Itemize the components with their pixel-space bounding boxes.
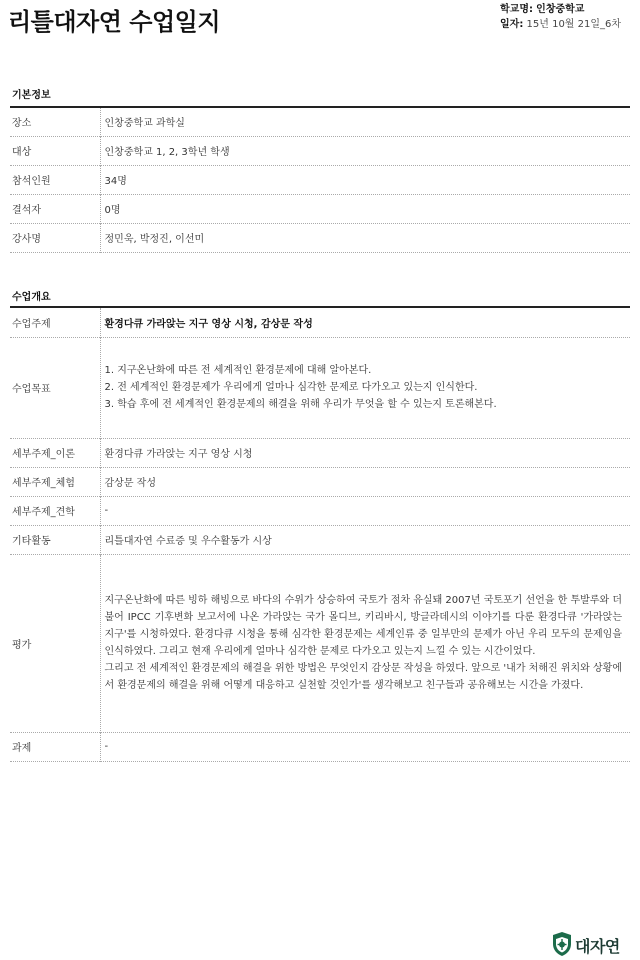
- row-label: 기타활동: [10, 525, 100, 554]
- row-label: 과제: [10, 732, 100, 761]
- goal-item: 3. 학습 후에 전 세계적인 환경문제의 해결을 위해 우리가 무엇을 할 수 있는지 토론해본다.: [104, 399, 497, 410]
- table-row: [10, 307, 630, 337]
- date-line: [500, 17, 621, 32]
- document-header: [0, 0, 640, 40]
- row-value: -: [104, 505, 109, 516]
- table-row: [10, 223, 630, 252]
- table-row: [10, 732, 630, 761]
- row-label: 장소: [10, 107, 100, 136]
- overview-heading: 수업개요: [12, 292, 51, 303]
- row-label: 강사명: [10, 223, 100, 252]
- row-label: 대상: [10, 136, 100, 165]
- row-label: 세부주제_견학: [10, 496, 100, 525]
- logo-text: 대자연: [575, 937, 620, 956]
- table-row: [10, 194, 630, 223]
- row-value: 인창중학교 1, 2, 3학년 학생: [104, 147, 230, 158]
- row-value: 감상문 작성: [104, 478, 156, 489]
- table-row: [10, 107, 630, 136]
- row-value: -: [104, 741, 109, 752]
- table-row: [10, 467, 630, 496]
- overview-table: [10, 306, 630, 762]
- table-row: [10, 525, 630, 554]
- table-row: [10, 496, 630, 525]
- row-label: 세부주제_이론: [10, 438, 100, 467]
- row-label: 결석자: [10, 194, 100, 223]
- table-row: [10, 136, 630, 165]
- school-line: [500, 2, 621, 17]
- table-row: [10, 337, 630, 438]
- document-meta: [500, 2, 621, 32]
- row-label: 참석인원: [10, 165, 100, 194]
- row-value: 0명: [104, 205, 121, 216]
- school-value: 인창중학교: [536, 4, 585, 15]
- evaluation-text: [100, 554, 630, 732]
- row-value: 34명: [104, 176, 127, 187]
- brand-logo: [551, 929, 631, 959]
- row-label: 평가: [10, 554, 100, 732]
- goal-item: 1. 지구온난화에 따른 전 세계적인 환경문제에 대해 알아본다.: [104, 365, 372, 376]
- row-label: 수업주제: [10, 307, 100, 337]
- topic-value: 환경다큐 가라앉는 지구 영상 시청, 감상문 작성: [104, 318, 313, 330]
- table-row: [10, 554, 630, 732]
- school-label: 학교명:: [500, 4, 533, 15]
- document-title: 리틀대자연 수업일지: [8, 8, 221, 36]
- date-value: 15년 10월 21일_6차: [526, 19, 622, 30]
- table-row: [10, 438, 630, 467]
- date-label: 일자:: [500, 19, 524, 30]
- evaluation-paragraph: 그리고 전 세계적인 환경문제의 해결을 위한 방법은 무엇인지 감상문 작성을 하였다. 앞으로 '내가 처해진 위치와 상황에서 환경문제의 해결을 위해 어떻게 대응하고 실천할 것인가'를 생각해보고 친구들과 공유해보는 시간을 가졌다.: [104, 663, 622, 691]
- shield-leaf-icon: [551, 931, 573, 957]
- goals-list: [100, 337, 630, 438]
- row-value: 인창중학교 과학실: [104, 118, 185, 130]
- row-value: 정민욱, 박정진, 이선미: [104, 234, 205, 245]
- basic-info-heading: 기본정보: [12, 90, 51, 101]
- table-row: [10, 165, 630, 194]
- row-label: 세부주제_체험: [10, 467, 100, 496]
- goal-item: 2. 전 세계적인 환경문제가 우리에게 얼마나 심각한 문제로 다가오고 있는지 인식한다.: [104, 382, 478, 393]
- basic-info-table: [10, 106, 630, 253]
- row-value: 리틀대자연 수료증 및 우수활동가 시상: [104, 536, 272, 547]
- evaluation-paragraph: 지구온난화에 따른 빙하 해빙으로 바다의 수위가 상승하여 국토가 점차 유실돼 2007년 국토포기 선언을 한 투발루와 더불어 IPCC 기후변화 보고서에 나온 가라앉는 국가 몰디브, 키리바시, 방글라데시의 이야기를 다룬 환경다큐 '가라앉는 지구'를 시청하였다. 환경다큐 시청을 통해 심각한 환경문제는 세계인류 중 일부만의 문제가 아닌 우리 모두의 문제임을 인식하였다. 그리고 현재 우리에게 얼마나 심각한 문제로 다가오고 있는지 느낄 수 있는 시간이었다.: [104, 595, 622, 657]
- row-label: 수업목표: [10, 337, 100, 438]
- row-value: 환경다큐 가라앉는 지구 영상 시청: [104, 449, 253, 460]
